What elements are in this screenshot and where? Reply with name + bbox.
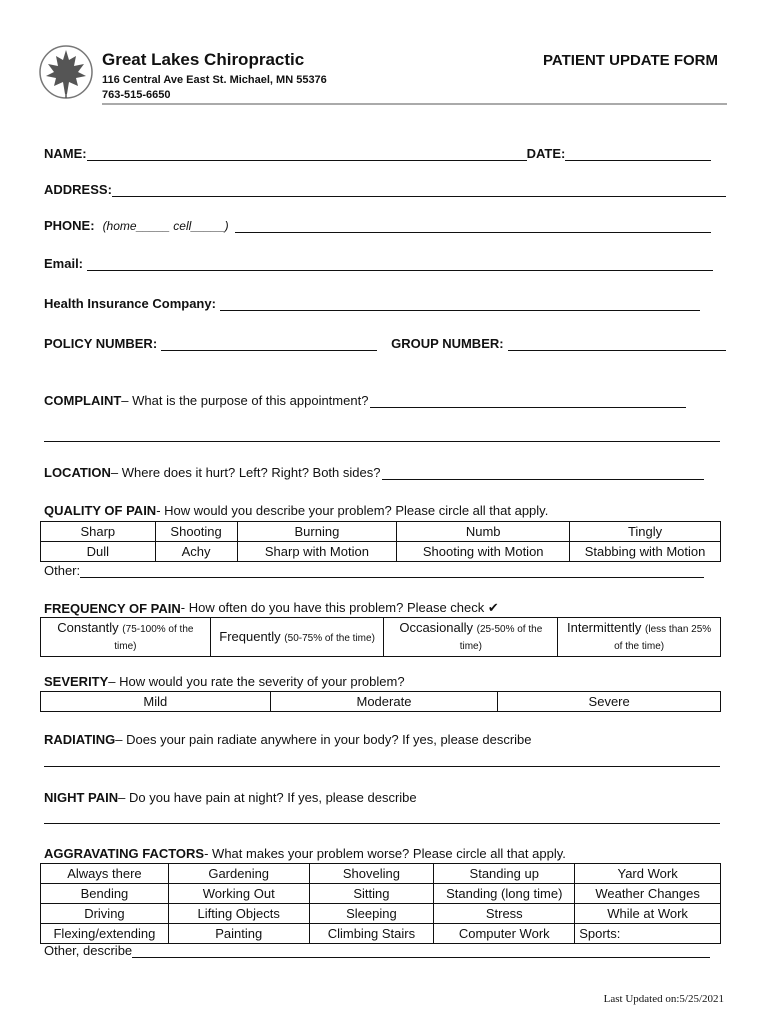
frequency-option-detail: (75-100% of the time) xyxy=(114,624,194,652)
address-label: ADDRESS: xyxy=(44,182,112,197)
severity-label: SEVERITY xyxy=(44,674,109,689)
name-label: NAME: xyxy=(44,146,87,161)
quality-row xyxy=(41,522,721,542)
night-pain-line xyxy=(44,812,720,824)
radiating-question: – Does your pain radiate anywhere in your body? If yes, please describe xyxy=(115,732,532,747)
frequency-option-label: Occasionally xyxy=(399,620,477,635)
complaint-line-2 xyxy=(44,430,720,442)
radiating-field[interactable] xyxy=(44,755,720,767)
aggravating-other-row xyxy=(44,943,710,958)
maple-leaf-icon xyxy=(36,44,96,100)
night-pain-question: – Do you have pain at night? If yes, please describe xyxy=(118,790,417,805)
severity-question: – How would you rate the severity of your problem? xyxy=(108,674,405,689)
aggravating-option[interactable]: Driving xyxy=(41,904,169,924)
frequency-table xyxy=(40,617,721,657)
aggravating-option[interactable]: Yard Work xyxy=(575,864,721,884)
email-label: Email: xyxy=(44,256,84,271)
aggravating-option[interactable]: While at Work xyxy=(575,904,721,924)
quality-table xyxy=(40,521,721,562)
org-address: 116 Central Ave East St. Michael, MN 55376 xyxy=(102,74,327,86)
insurance-label: Health Insurance Company: xyxy=(44,296,216,311)
policy-group-row xyxy=(44,336,726,351)
quality-other-label: Other: xyxy=(44,563,81,578)
aggravating-row xyxy=(41,884,721,904)
frequency-option-label: Constantly xyxy=(57,620,123,635)
aggravating-option[interactable]: Bending xyxy=(41,884,169,904)
complaint-field-2[interactable] xyxy=(44,430,720,442)
frequency-option-detail: (50-75% of the time) xyxy=(284,632,375,644)
quality-option[interactable]: Stabbing with Motion xyxy=(570,542,721,562)
frequency-option-detail: (less than 25% of the time) xyxy=(614,624,712,652)
aggravating-option[interactable]: Standing (long time) xyxy=(434,884,575,904)
aggravating-option[interactable]: Shoveling xyxy=(309,864,434,884)
aggravating-row xyxy=(41,864,721,884)
severity-heading xyxy=(44,674,405,689)
aggravating-option[interactable]: Sports: xyxy=(575,924,721,944)
quality-question: - How would you describe your problem? Please circle all that apply. xyxy=(156,503,549,518)
address-field[interactable] xyxy=(112,185,726,197)
address-row xyxy=(44,182,726,197)
severity-option[interactable]: Moderate xyxy=(270,692,498,712)
quality-option[interactable]: Sharp with Motion xyxy=(237,542,397,562)
quality-option[interactable]: Sharp xyxy=(41,522,156,542)
aggravating-option[interactable]: Stress xyxy=(434,904,575,924)
phone-field[interactable] xyxy=(235,221,711,233)
frequency-question: - How often do you have this problem? Please check ✔ xyxy=(180,600,499,615)
aggravating-option[interactable]: Standing up xyxy=(434,864,575,884)
frequency-option-detail: (25-50% of the time) xyxy=(459,624,543,652)
aggravating-row xyxy=(41,924,721,944)
name-date-row xyxy=(44,146,711,161)
aggravating-other-field[interactable] xyxy=(132,946,710,958)
location-question: – Where does it hurt? Left? Right? Both sides? xyxy=(110,465,381,480)
aggravating-label: AGGRAVATING FACTORS xyxy=(44,846,205,861)
location-label: LOCATION xyxy=(44,465,111,480)
group-field[interactable] xyxy=(508,339,726,351)
aggravating-option[interactable]: Sitting xyxy=(309,884,434,904)
aggravating-other-label: Other, describe xyxy=(44,943,133,958)
quality-option[interactable]: Shooting with Motion xyxy=(397,542,570,562)
quality-option[interactable]: Tingly xyxy=(570,522,721,542)
complaint-label: COMPLAINT xyxy=(44,393,122,408)
policy-label: POLICY NUMBER: xyxy=(44,336,158,351)
email-row xyxy=(44,256,713,271)
date-field[interactable] xyxy=(565,149,711,161)
frequency-option-label: Intermittently xyxy=(567,620,646,635)
aggravating-question: - What makes your problem worse? Please circle all that apply. xyxy=(204,846,566,861)
quality-option[interactable]: Achy xyxy=(155,542,237,562)
phone-hint: (home_____ cell_____) xyxy=(102,219,229,233)
quality-heading xyxy=(44,503,548,518)
radiating-label: RADIATING xyxy=(44,732,116,747)
aggravating-option[interactable]: Weather Changes xyxy=(575,884,721,904)
header-divider xyxy=(102,103,727,105)
complaint-question: – What is the purpose of this appointment? xyxy=(121,393,369,408)
quality-other-field[interactable] xyxy=(80,566,704,578)
phone-label: PHONE: xyxy=(44,218,95,233)
frequency-option[interactable] xyxy=(41,618,211,657)
frequency-label: FREQUENCY OF PAIN xyxy=(44,601,181,616)
quality-row xyxy=(41,542,721,562)
aggravating-option[interactable]: Gardening xyxy=(168,864,309,884)
name-field[interactable] xyxy=(87,149,527,161)
insurance-row xyxy=(44,296,700,311)
quality-option[interactable]: Burning xyxy=(237,522,397,542)
quality-other-row xyxy=(44,563,704,578)
night-pain-field[interactable] xyxy=(44,812,720,824)
aggravating-row xyxy=(41,904,721,924)
location-field[interactable] xyxy=(382,468,704,480)
frequency-option-label: Frequently xyxy=(219,628,285,644)
frequency-option[interactable] xyxy=(558,618,721,657)
quality-option[interactable]: Shooting xyxy=(155,522,237,542)
insurance-field[interactable] xyxy=(220,299,700,311)
aggravating-option[interactable]: Climbing Stairs xyxy=(309,924,434,944)
aggravating-option[interactable]: Sleeping xyxy=(309,904,434,924)
severity-option[interactable]: Severe xyxy=(498,692,721,712)
date-label: DATE: xyxy=(526,146,566,161)
aggravating-heading xyxy=(44,846,566,861)
frequency-option[interactable] xyxy=(384,618,558,657)
phone-row xyxy=(44,218,711,233)
complaint-row xyxy=(44,393,686,408)
org-name: Great Lakes Chiropractic xyxy=(102,50,305,69)
aggravating-option[interactable]: Flexing/extending xyxy=(41,924,169,944)
quality-label: QUALITY OF PAIN xyxy=(44,503,157,518)
aggravating-option[interactable]: Painting xyxy=(168,924,309,944)
quality-option[interactable]: Dull xyxy=(41,542,156,562)
quality-option[interactable]: Numb xyxy=(397,522,570,542)
frequency-heading xyxy=(44,600,499,616)
group-label: GROUP NUMBER: xyxy=(391,336,504,351)
severity-table xyxy=(40,691,721,712)
radiating-row xyxy=(44,732,532,747)
frequency-option[interactable] xyxy=(210,618,384,657)
aggravating-table xyxy=(40,863,721,944)
aggravating-option[interactable]: Working Out xyxy=(168,884,309,904)
night-pain-label: NIGHT PAIN xyxy=(44,790,119,805)
severity-option[interactable]: Mild xyxy=(41,692,271,712)
complaint-field[interactable] xyxy=(370,396,686,408)
policy-field[interactable] xyxy=(161,339,377,351)
location-row xyxy=(44,465,704,480)
last-updated: Last Updated on:5/25/2021 xyxy=(603,993,724,1005)
night-pain-row xyxy=(44,790,417,805)
aggravating-option[interactable]: Lifting Objects xyxy=(168,904,309,924)
email-field[interactable] xyxy=(87,259,713,271)
aggravating-option[interactable]: Computer Work xyxy=(434,924,575,944)
form-title: PATIENT UPDATE FORM xyxy=(543,52,718,69)
aggravating-option[interactable]: Always there xyxy=(41,864,169,884)
radiating-line xyxy=(44,755,720,767)
org-phone: 763-515-6650 xyxy=(102,89,171,101)
